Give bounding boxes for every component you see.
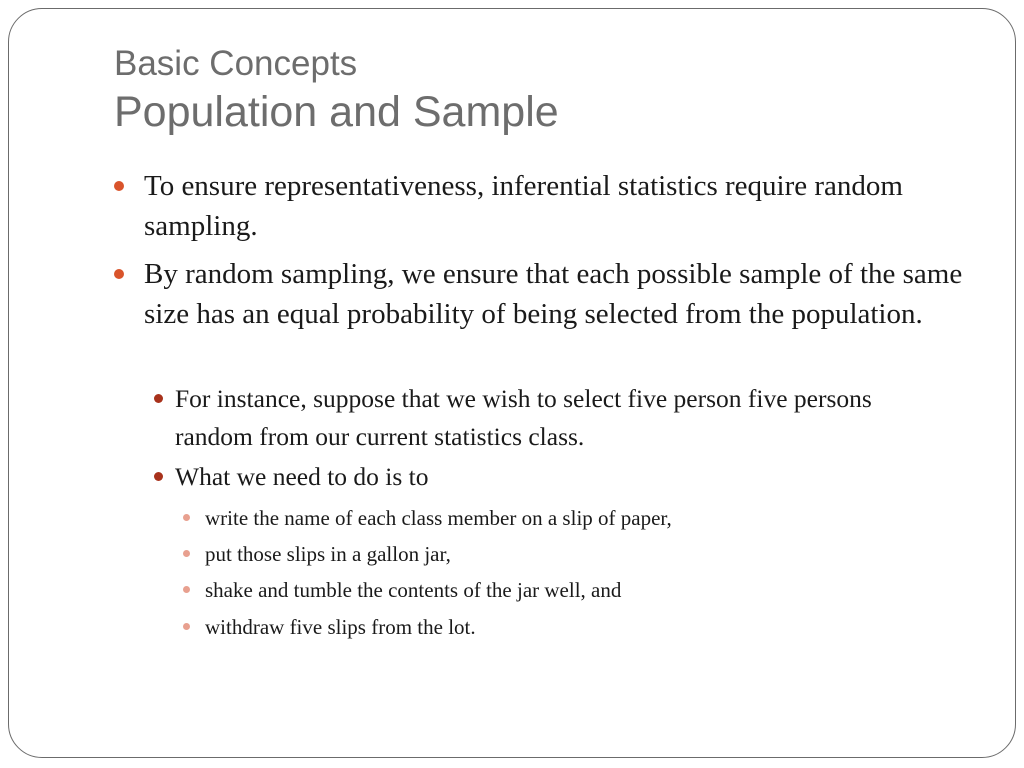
bullet-dot-icon: [183, 586, 190, 593]
sub-sub-bullet-text: put those slips in a gallon jar,: [205, 542, 451, 566]
sub-sub-bullet-text: withdraw five slips from the lot.: [205, 615, 476, 639]
bullet-dot-icon: [183, 623, 190, 630]
sub-sub-bullet-item: [205, 538, 905, 570]
bullet-dot-icon: [183, 550, 190, 557]
bullet-dot-icon: [183, 514, 190, 521]
sub-bullet-item: [175, 380, 955, 456]
sub-bullet-text: For instance, suppose that we wish to select five person five persons random from our current statistics class.: [175, 384, 872, 451]
title-line-1: Basic Concepts: [114, 44, 358, 83]
sub-sub-bullet-item: [205, 611, 905, 643]
bullet-dot-icon: [114, 181, 124, 191]
bullet-item: [144, 254, 964, 334]
bullet-text: To ensure representativeness, inferential statistics require random sampling.: [144, 170, 903, 242]
bullet-dot-icon: [154, 394, 163, 403]
bullet-dot-icon: [114, 269, 124, 279]
sub-sub-bullet-text: write the name of each class member on a slip of paper,: [205, 506, 672, 530]
sub-bullet-text: What we need to do is to: [175, 462, 429, 491]
sub-bullet-item: [175, 458, 955, 496]
sub-sub-bullet-text: shake and tumble the contents of the jar well, and: [205, 578, 622, 602]
sub-sub-bullet-item: [205, 574, 905, 606]
bullet-text: By random sampling, we ensure that each possible sample of the same size has an equal probability of being selected from the population.: [144, 258, 963, 330]
title-line-2: Population and Sample: [114, 88, 559, 136]
sub-sub-bullet-item: [205, 502, 905, 534]
bullet-item: [144, 166, 964, 246]
bullet-dot-icon: [154, 472, 163, 481]
